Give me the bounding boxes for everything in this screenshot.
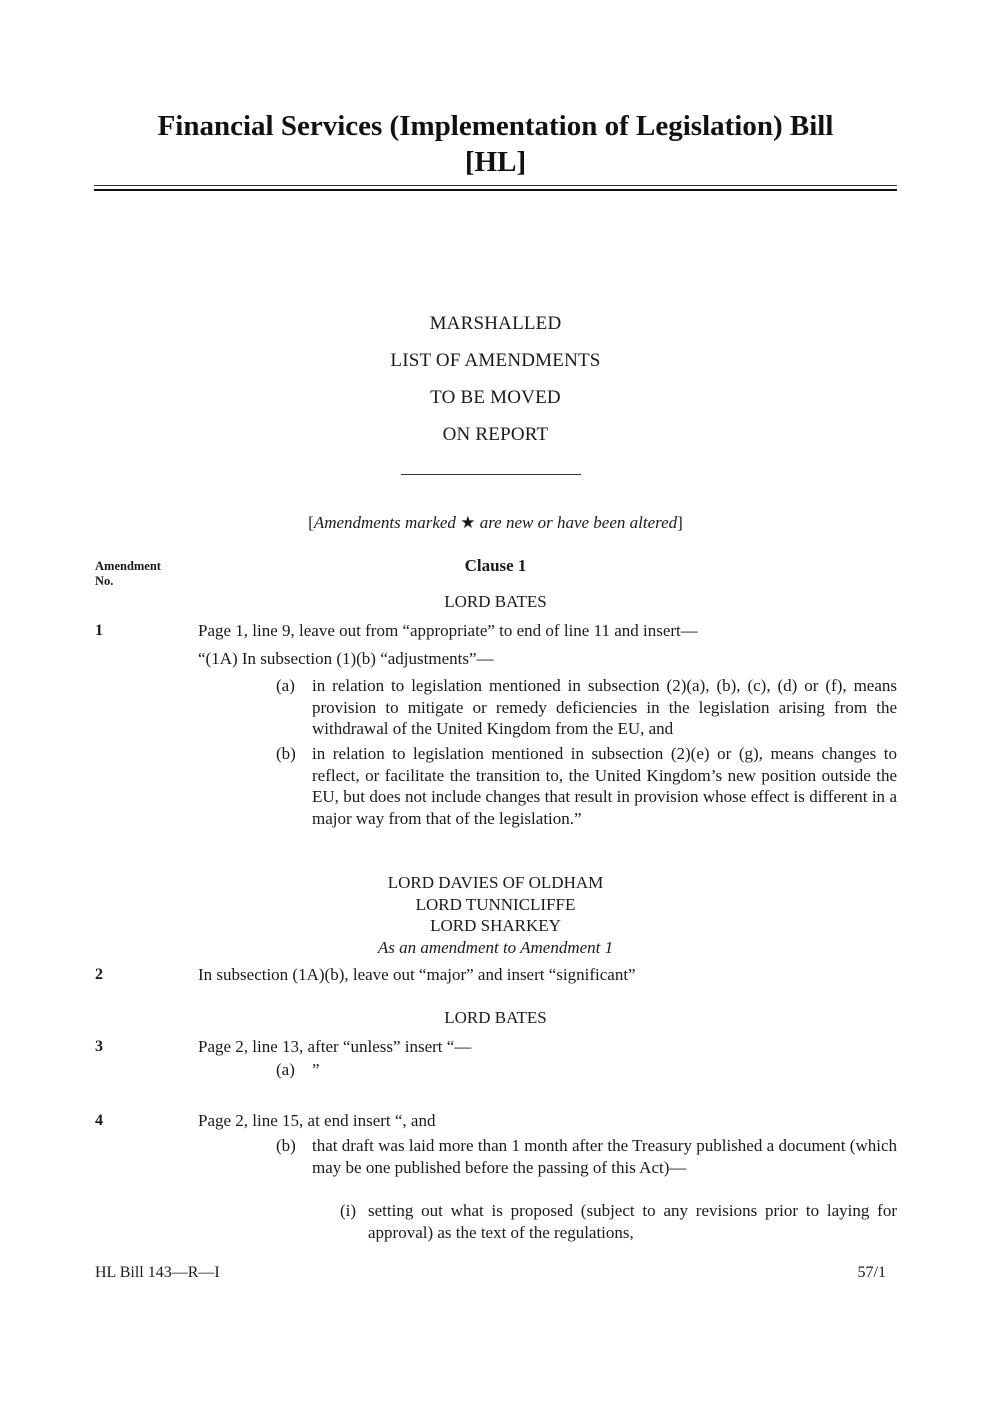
sponsor-block	[94, 1007, 897, 1029]
bill-reference: HL Bill 143—R—I	[95, 1264, 220, 1281]
notice-close-bracket: ]	[677, 513, 683, 532]
amendment-instruction: Page 2, line 13, after “unless” insert “—	[198, 1037, 472, 1056]
paragraph-text: that draft was laid more than 1 month after the Treasury published a document (which may be one published before the passing of this Act)—	[312, 1136, 897, 1177]
notice-text-before: Amendments marked	[313, 513, 461, 532]
sponsor-name: LORD BATES	[444, 592, 547, 611]
sponsor-block	[94, 872, 897, 958]
paragraph-label: (b)	[276, 744, 296, 763]
amendment-number: 4	[95, 1112, 103, 1129]
heading-line: MARSHALLED	[429, 313, 562, 334]
amendment-paragraph	[276, 1059, 897, 1081]
amendments-notice	[94, 513, 897, 533]
amendment-number: 1	[95, 622, 103, 639]
heading-line: ON REPORT	[442, 424, 549, 445]
paragraph-label: (b)	[276, 1136, 296, 1155]
sponsor-block	[94, 591, 897, 613]
title-rule-thick	[94, 189, 897, 191]
amendment-paragraph	[276, 743, 897, 829]
subparagraph-text: setting out what is proposed (subject to any revisions prior to laying for approval) as the text of the regulations,	[368, 1201, 897, 1242]
column-header-line1: Amendment	[95, 559, 161, 573]
amendment-paragraph	[276, 1135, 897, 1178]
star-icon: ★	[460, 513, 476, 532]
paragraph-label: (a)	[276, 1060, 295, 1079]
paragraph-label: (a)	[276, 676, 295, 695]
heading-line: TO BE MOVED	[430, 387, 561, 408]
sponsor-name: LORD SHARKEY	[430, 916, 561, 935]
column-header-line2: No.	[95, 574, 114, 588]
notice-open-bracket: [	[308, 513, 314, 532]
notice-text-after: are new or have been altered	[475, 513, 678, 532]
paragraph-text: ”	[312, 1060, 320, 1079]
amendment-number: 3	[95, 1038, 103, 1055]
amendment-instruction: Page 2, line 15, at end insert “, and	[198, 1111, 436, 1130]
clause-title: Clause 1	[464, 556, 527, 575]
paragraph-text: in relation to legislation mentioned in subsection (2)(e) or (g), means changes to reflect, or facilitate the transition to, the United Kingdom’s new position outside the EU, but does not include changes that result in provision whose effect is different in a major way from that of the legislation.”	[312, 744, 897, 828]
sponsor-name: LORD TUNNICLIFFE	[415, 894, 576, 914]
document-title-line1: Financial Services (Implementation of Legislation) Bill	[157, 110, 834, 142]
title-rule-thin	[94, 185, 897, 186]
heading-divider	[401, 474, 581, 475]
paragraph-text: in relation to legislation mentioned in subsection (2)(a), (b), (c), (d) or (f), means provision to mitigate or remedy deficiencies in the legislation arising from the withdrawal of the United Kingdom from the EU, and	[312, 676, 897, 738]
document-title-line2: [HL]	[464, 146, 527, 178]
page-reference: 57/1	[857, 1264, 886, 1281]
amendment-number: 2	[95, 966, 103, 983]
amendment-instruction: Page 1, line 9, leave out from “appropriate” to end of line 11 and insert—	[198, 621, 698, 640]
subsection-intro: “(1A) In subsection (1)(b) “adjustments”—	[198, 649, 494, 668]
heading-line: LIST OF AMENDMENTS	[390, 350, 601, 371]
marshalled-list-heading	[94, 305, 897, 453]
amendment-note: As an amendment to Amendment 1	[377, 937, 614, 957]
sponsor-name: LORD BATES	[444, 1008, 547, 1027]
amendment-paragraph	[276, 675, 897, 740]
subparagraph-label: (i)	[340, 1201, 357, 1220]
sponsor-name: LORD DAVIES OF OLDHAM	[387, 873, 604, 892]
document-title	[94, 108, 897, 180]
amendment-subparagraph	[340, 1200, 897, 1243]
amendment-instruction: In subsection (1A)(b), leave out “major” and insert “significant”	[198, 965, 636, 984]
